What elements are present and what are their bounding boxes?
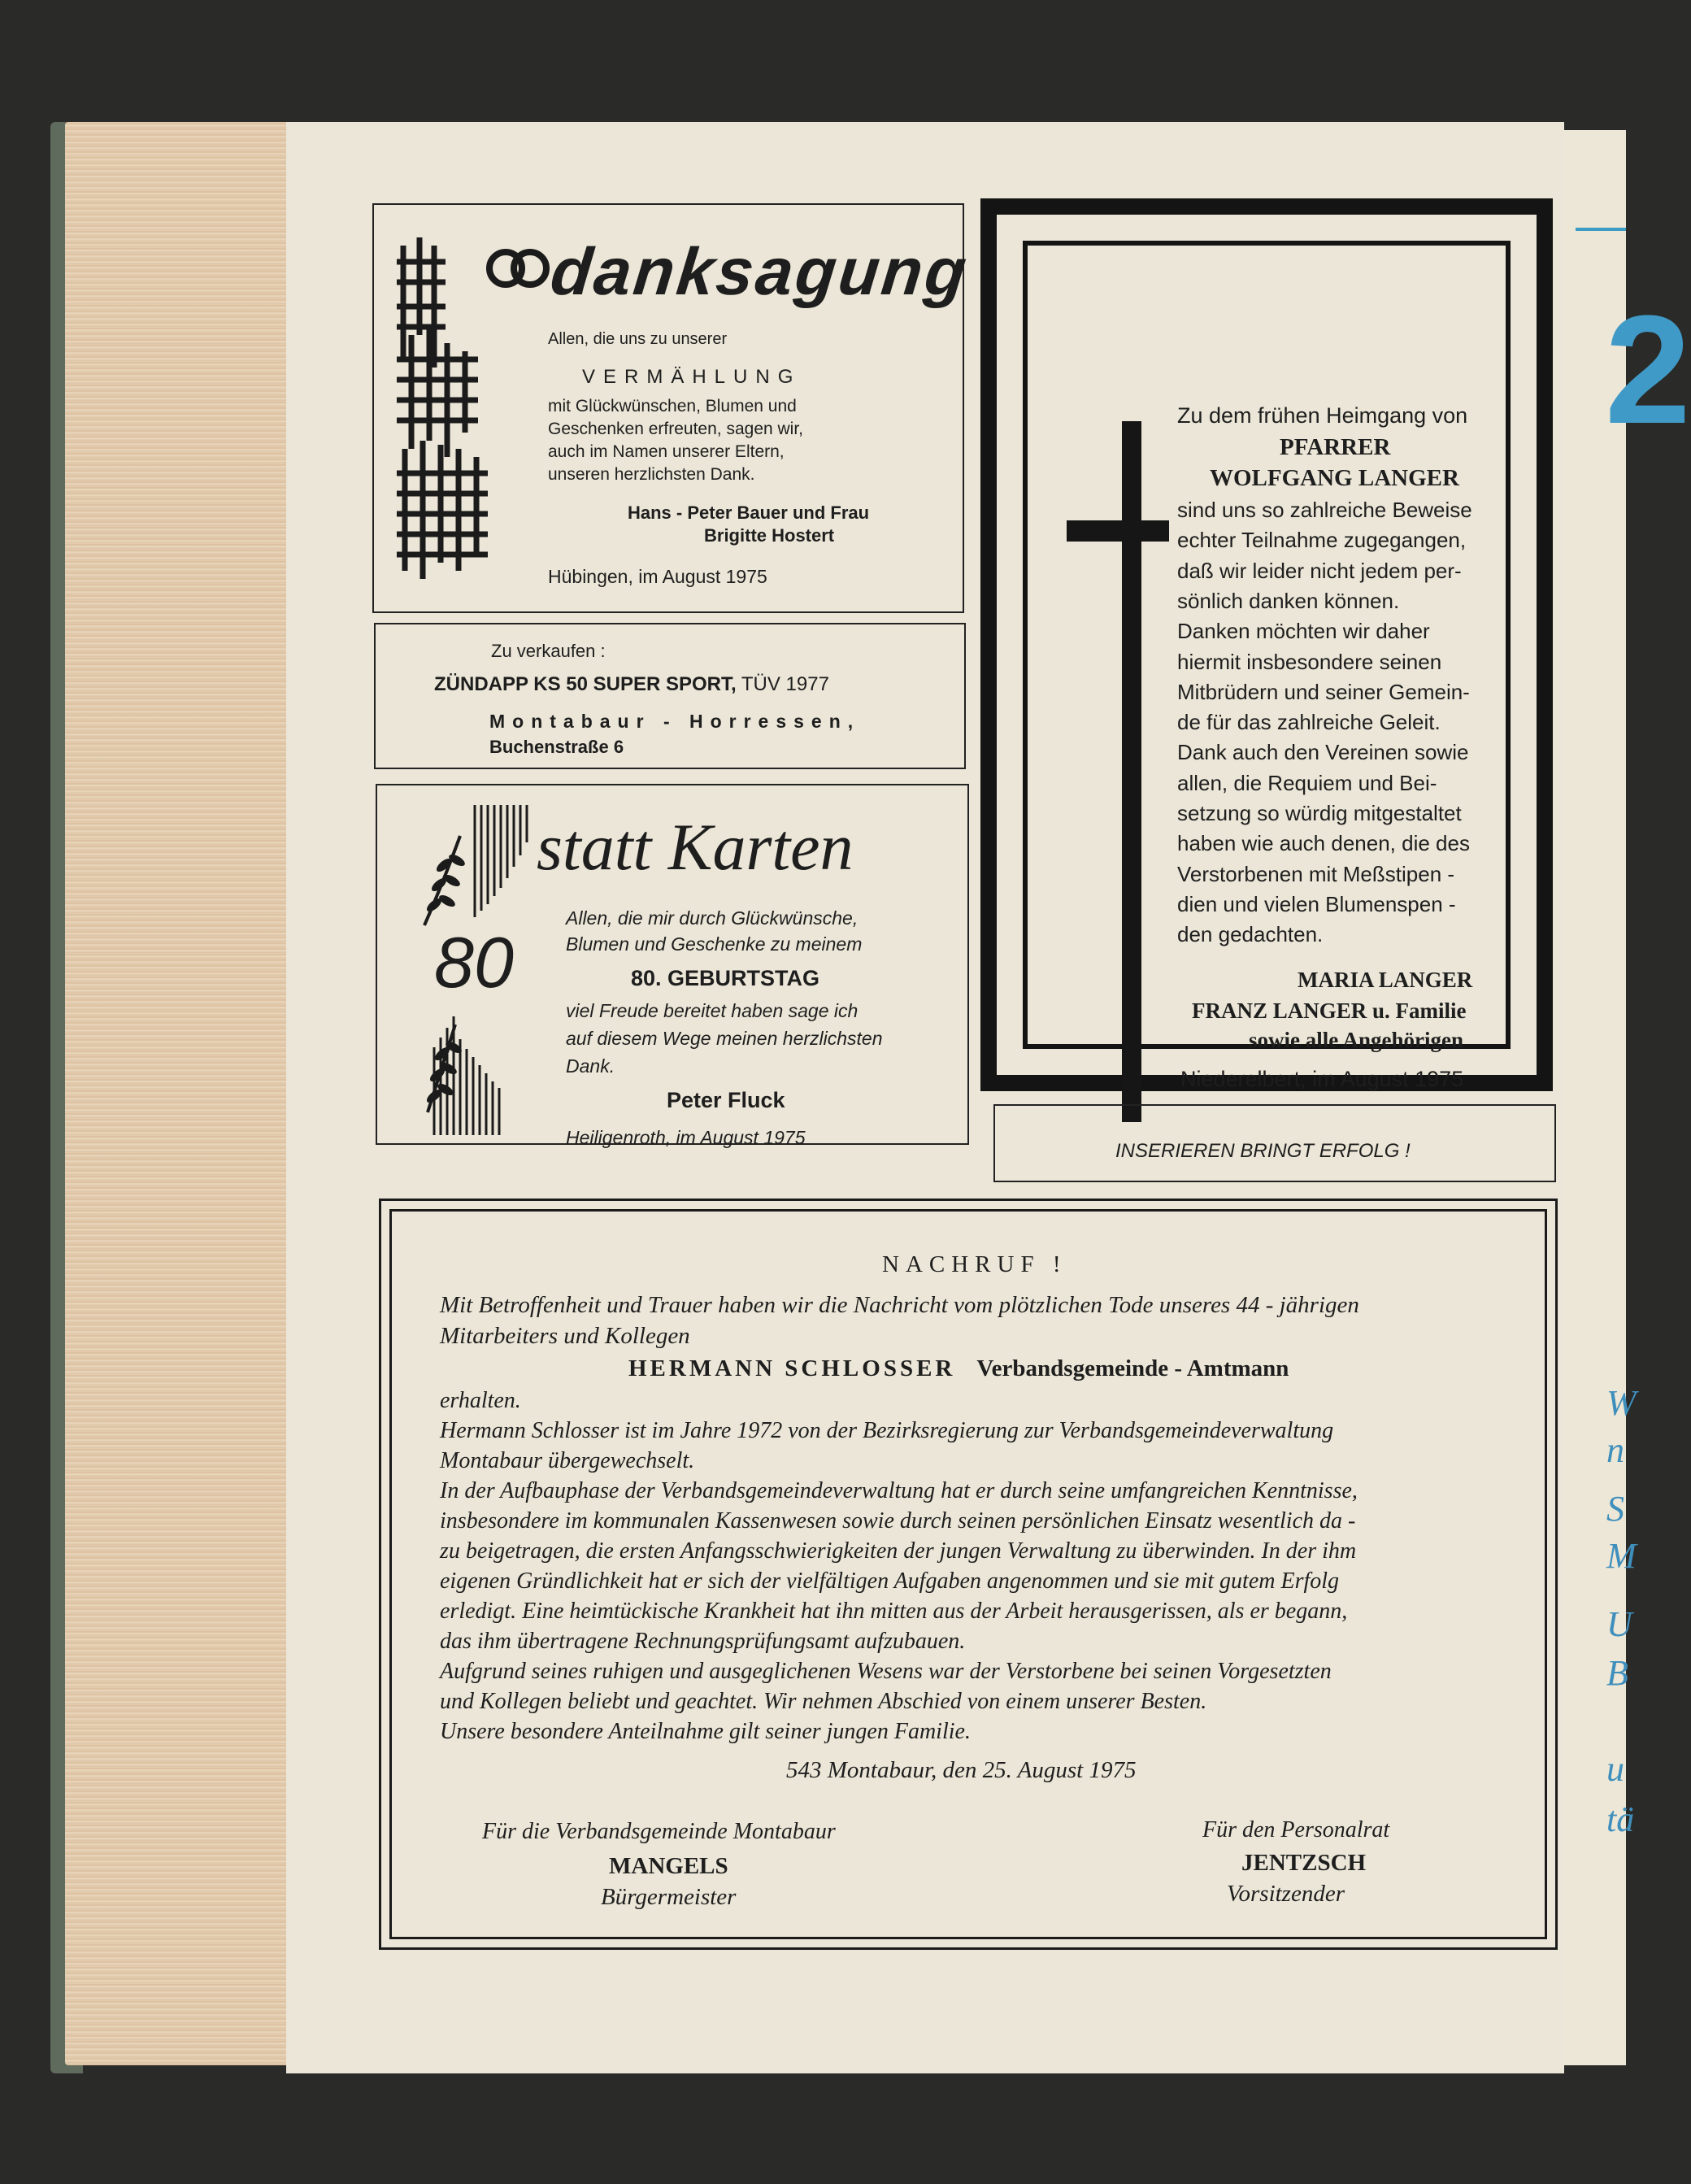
verkauf-item-model: ZÜNDAPP KS 50 SUPER SPORT, bbox=[434, 673, 737, 695]
nachruf-ad bbox=[379, 1199, 1558, 1950]
next-page-fragment-7: u bbox=[1606, 1749, 1624, 1789]
trauer-body-line: Verstorbenen mit Meßstipen - bbox=[1177, 861, 1455, 886]
statt-karten-place: Heiligenroth, im August 1975 bbox=[566, 1127, 806, 1148]
next-page-fragment-4: M bbox=[1606, 1536, 1637, 1576]
nachruf-body-line: erledigt. Eine heimtückische Krankheit hat ihn mitten aus der Arbeit herausgerissen, als er begann, bbox=[440, 1599, 1348, 1624]
statt-karten-age: 80 bbox=[434, 922, 514, 1003]
statt-karten-body2-2: auf diesem Wege meinen herzlichsten bbox=[566, 1028, 883, 1049]
danksagung-occasion: VERMÄHLUNG bbox=[582, 366, 802, 388]
trauer-intro: Zu dem frühen Heimgang von bbox=[1177, 403, 1468, 428]
nachruf-body-line: Aufgrund seines ruhigen und ausgeglichenen Wesens war der Verstorbene bei seinen Vorgesetzten bbox=[440, 1659, 1332, 1684]
newspaper-page bbox=[286, 122, 1564, 2073]
nachruf-body-line: zu beigetragen, die ersten Anfangsschwierigkeiten der jungen Verwaltung zu überwinden. In der ihm bbox=[440, 1538, 1357, 1564]
nachruf-right-title: Vorsitzender bbox=[1227, 1881, 1345, 1907]
next-page-fragment-2: n bbox=[1606, 1430, 1624, 1470]
danksagung-place: Hübingen, im August 1975 bbox=[548, 566, 767, 587]
nachruf-left-title: Bürgermeister bbox=[601, 1884, 737, 1910]
nachruf-body-line: Hermann Schlosser ist im Jahre 1972 von der Bezirksregierung zur Verbandsgemeindeverwaltung bbox=[440, 1418, 1334, 1443]
trauer-body-line: daß wir leider nicht jedem per- bbox=[1177, 558, 1462, 583]
wedding-rings-icon bbox=[485, 247, 553, 289]
nachruf-body-line: eigenen Gründlichkeit hat er sich der vielfältigen Aufgaben angenommen und sie mit gutem Erfolg bbox=[440, 1568, 1340, 1594]
statt-karten-signature: Peter Fluck bbox=[667, 1088, 785, 1112]
nachruf-intro-2: Mitarbeiters und Kollegen bbox=[440, 1323, 690, 1349]
statt-karten-body-1: Allen, die mir durch Glückwünsche, bbox=[566, 907, 859, 929]
trauer-body-line: Danken möchten wir daher bbox=[1177, 619, 1430, 644]
verkauf-item-tuev: TÜV 1977 bbox=[736, 673, 829, 695]
nachruf-body-line: insbesondere im kommunalen Kassenwesen sowie durch seinen persönlichen Einsatz wesentlich da - bbox=[440, 1508, 1356, 1534]
nachruf-name-line bbox=[628, 1355, 1289, 1382]
trauer-body-line: den gedachten. bbox=[1177, 922, 1324, 947]
trauer-body-line: haben wie auch denen, die des bbox=[1177, 831, 1470, 856]
next-page-rule bbox=[1576, 228, 1626, 231]
next-page-fragment-1: W bbox=[1606, 1383, 1637, 1423]
nachruf-title: NACHRUF ! bbox=[882, 1251, 1067, 1277]
trauer-body-line: dien und vielen Blumenspen - bbox=[1177, 891, 1456, 916]
statt-karten-title: statt Karten bbox=[537, 810, 854, 884]
trauer-body-line: allen, die Requiem und Bei- bbox=[1177, 770, 1437, 795]
verkauf-address-1: Montabaur - Horressen, bbox=[489, 711, 861, 732]
trauer-body-line: echter Teilnahme zugegangen, bbox=[1177, 528, 1467, 553]
trauer-body-line: sönlich danken können. bbox=[1177, 588, 1400, 613]
verkauf-item bbox=[434, 673, 829, 696]
trauer-body-line: Mitbrüdern und seiner Gemein- bbox=[1177, 679, 1470, 704]
trauer-body-line: de für das zahlreiche Geleit. bbox=[1177, 710, 1441, 735]
danksagung-intro: Allen, die uns zu unserer bbox=[548, 330, 728, 348]
page-edges bbox=[65, 122, 309, 2065]
cross-bar bbox=[1067, 520, 1169, 542]
trauer-place: Niederelbert, im August 1975 bbox=[1180, 1067, 1464, 1091]
danksagung-body-3: auch im Namen unserer Eltern, bbox=[548, 442, 785, 461]
nachruf-body-line: erhalten. bbox=[440, 1388, 521, 1413]
next-page-fragment-3: S bbox=[1606, 1489, 1624, 1529]
verkauf-ad bbox=[374, 623, 966, 769]
trauer-ad bbox=[980, 198, 1553, 1091]
danksagung-ad bbox=[372, 203, 972, 613]
trauer-body-line: Dank auch den Vereinen sowie bbox=[1177, 740, 1469, 765]
nachruf-right-name: JENTZSCH bbox=[1241, 1850, 1367, 1876]
danksagung-signature-2: Brigitte Hostert bbox=[704, 525, 835, 546]
statt-karten-body2-3: Dank. bbox=[566, 1055, 615, 1077]
statt-karten-body2-1: viel Freude bereitet haben sage ich bbox=[566, 1000, 859, 1021]
next-page-fragment-8: tä bbox=[1606, 1799, 1635, 1839]
trauer-signature-1: MARIA LANGER bbox=[1298, 968, 1473, 992]
next-page-edge bbox=[1564, 130, 1691, 2065]
danksagung-body-4: unseren herzlichsten Dank. bbox=[548, 465, 755, 484]
next-page-fragment-5: U bbox=[1606, 1604, 1632, 1644]
nachruf-name-role: Verbandsgemeinde - Amtmann bbox=[976, 1355, 1289, 1381]
slogan-box bbox=[993, 1104, 1556, 1182]
nachruf-left-org: Für die Verbandsgemeinde Montabaur bbox=[482, 1819, 836, 1844]
nachruf-right-org: Für den Personalrat bbox=[1202, 1817, 1390, 1842]
verkauf-address-2: Buchenstraße 6 bbox=[489, 737, 624, 757]
statt-karten-occasion: 80. GEBURTSTAG bbox=[631, 966, 820, 990]
slogan-text: INSERIEREN BRINGT ERFOLG ! bbox=[1115, 1140, 1411, 1162]
nachruf-name: HERMANN SCHLOSSER bbox=[628, 1355, 956, 1381]
statt-karten-ad bbox=[376, 784, 969, 1148]
next-page-big-glyph: 2 bbox=[1605, 284, 1691, 456]
danksagung-body-2: Geschenken erfreuten, sagen wir, bbox=[548, 420, 804, 438]
nachruf-body-line: Unsere besondere Anteilnahme gilt seiner jungen Familie. bbox=[440, 1719, 971, 1744]
trauer-body-line: setzung so würdig mitgestaltet bbox=[1177, 801, 1462, 825]
nachruf-left-name: MANGELS bbox=[609, 1853, 728, 1879]
trauer-name-1: PFARRER bbox=[1280, 434, 1391, 460]
trauer-body-line: sind uns so zahlreiche Beweise bbox=[1177, 498, 1472, 522]
trauer-body-line: hiermit insbesondere seinen bbox=[1177, 649, 1442, 674]
nachruf-intro-1: Mit Betroffenheit und Trauer haben wir die Nachricht vom plötzlichen Tode unseres 44 - jährigen bbox=[440, 1292, 1359, 1318]
danksagung-title: danksagung bbox=[547, 235, 972, 309]
verkauf-heading: Zu verkaufen : bbox=[491, 641, 606, 661]
nachruf-body-line: Montabaur übergewechselt. bbox=[440, 1448, 695, 1473]
next-page-fragment-6: B bbox=[1606, 1653, 1628, 1693]
danksagung-body-1: mit Glückwünschen, Blumen und bbox=[548, 397, 797, 415]
nachruf-body-line: das ihm übertragene Rechnungsprüfungsamt aufzubauen. bbox=[440, 1629, 966, 1654]
trauer-name-2: WOLFGANG LANGER bbox=[1210, 465, 1459, 491]
danksagung-signature-1: Hans - Peter Bauer und Frau bbox=[628, 502, 870, 523]
statt-karten-body-2: Blumen und Geschenke zu meinem bbox=[566, 933, 863, 955]
trauer-signature-2: FRANZ LANGER u. Familie bbox=[1192, 998, 1467, 1023]
rings-logo bbox=[397, 237, 488, 579]
trauer-signature-3: sowie alle Angehörigen bbox=[1249, 1028, 1463, 1052]
nachruf-body-line: und Kollegen beliebt und geachtet. Wir nehmen Abschied von einem unserer Besten. bbox=[440, 1689, 1207, 1714]
nachruf-date: 543 Montabaur, den 25. August 1975 bbox=[786, 1757, 1137, 1783]
nachruf-body-line: In der Aufbauphase der Verbandsgemeindeverwaltung hat er durch seine umfangreichen Kenntnisse, bbox=[440, 1478, 1358, 1503]
